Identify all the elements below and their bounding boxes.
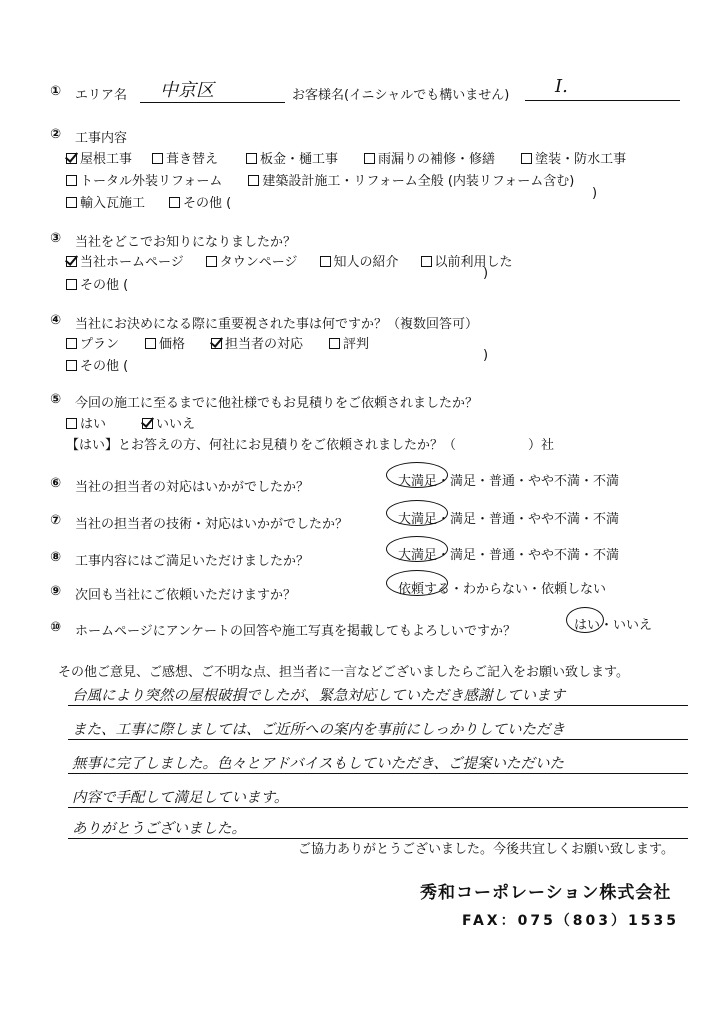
checkbox[interactable] [145, 338, 156, 349]
q2-row-3 [66, 192, 231, 211]
q4-option[interactable]: 評判 [329, 333, 369, 352]
q6-title: 当社の担当者の対応はいかがでしたか？ [75, 480, 310, 495]
q10-title: ホームページにアンケートの回答や施工写真を掲載してもよろしいですか？ [75, 624, 516, 639]
comment-line-2[interactable]: また、工事に際しましては、ご近所への案内を事前にしっかりしていただき [72, 722, 565, 738]
company-name: 秀和コーポレーション株式会社 [420, 883, 672, 903]
q10-choices[interactable]: はい・いいえ [574, 618, 653, 633]
q2-option[interactable]: 葺き替え [152, 148, 218, 167]
q3-title: 当社をどこでお知りになりましたか？ [75, 235, 297, 250]
checkbox-checked[interactable] [66, 256, 77, 267]
checkbox[interactable] [66, 360, 77, 371]
q2-option[interactable]: 板金・樋工事 [246, 148, 338, 167]
q4-number: ④ [50, 313, 62, 328]
q3-close-paren: ) [483, 266, 489, 281]
checkbox-checked[interactable] [66, 153, 77, 164]
q3-option[interactable]: 知人の紹介 [320, 251, 399, 270]
comment-rule [68, 807, 688, 808]
checkbox[interactable] [66, 197, 77, 208]
q2-option[interactable]: 建築設計施工・リフォーム全般 (内装リフォーム含む) [248, 170, 574, 189]
q5-followup: 【はい】とお答えの方、何社にお見積りをご依頼されましたか？（ [66, 438, 457, 453]
comment-rule [68, 705, 688, 706]
q3-option[interactable]: 当社ホームページ [66, 251, 184, 270]
selected-circle [386, 500, 448, 526]
q7-title: 当社の担当者の技術・対応はいかがでしたか？ [75, 517, 349, 532]
q4-row-1 [66, 333, 369, 352]
checkbox[interactable] [421, 256, 432, 267]
q5-option[interactable]: はい [66, 413, 106, 432]
q2-row-1 [66, 148, 626, 167]
comment-line-5[interactable]: ありがとうございました。 [72, 821, 246, 837]
q6-choices[interactable]: 大満足・満足・普通・やや不満・不満 [398, 474, 620, 489]
q9-number: ⑨ [50, 584, 62, 599]
comment-rule [68, 739, 688, 740]
q3-number: ③ [50, 231, 62, 246]
comment-line-4[interactable]: 内容で手配して満足しています。 [72, 790, 289, 806]
q2-close-paren: ) [592, 186, 598, 201]
q4-close-paren: ) [483, 348, 489, 363]
area-label: エリア名 [75, 88, 128, 103]
comment-line-3[interactable]: 無事に完了しました。色々とアドバイスもしていただき、ご提案いただいた [72, 756, 564, 772]
checkbox[interactable] [246, 153, 257, 164]
q8-title: 工事内容にはご満足いただけましたか？ [75, 554, 310, 569]
q3-option[interactable]: タウンページ [206, 251, 298, 270]
q2-option[interactable]: 屋根工事 [66, 148, 132, 167]
checkbox[interactable] [364, 153, 375, 164]
comment-rule [68, 773, 688, 774]
checkbox-checked[interactable] [142, 418, 153, 429]
selected-circle [386, 536, 448, 562]
checkbox[interactable] [66, 418, 77, 429]
q5-followup-end: ）社 [528, 438, 555, 453]
customer-name-value[interactable]: I. [555, 76, 568, 97]
checkbox[interactable] [169, 197, 180, 208]
q2-title: 工事内容 [75, 131, 128, 146]
checkbox[interactable] [206, 256, 217, 267]
q2-option[interactable]: 雨漏りの補修・修繕 [364, 148, 495, 167]
q5-option[interactable]: いいえ [142, 413, 195, 432]
comment-line-1[interactable]: 台風により突然の屋根破損でしたが、緊急対応していただき感謝しています [72, 688, 565, 704]
fax-number: FAX：075（803）1535 [462, 913, 679, 929]
footer-thanks: ご協力ありがとうございました。今後共宜しくお願い致します。 [298, 842, 674, 857]
checkbox[interactable] [66, 338, 77, 349]
q8-choices[interactable]: 大満足・満足・普通・やや不満・不満 [398, 548, 620, 563]
q9-title: 次回も当社にご依頼いただけますか？ [75, 588, 297, 603]
q2-row-2 [66, 170, 574, 189]
q5-row-1 [66, 413, 195, 432]
q4-option[interactable]: 担当者の対応 [211, 333, 303, 352]
customer-name-label: お客様名(イニシャルでも構いません) [292, 88, 510, 103]
customer-name-underline [525, 100, 680, 101]
q8-number: ⑧ [50, 550, 62, 565]
checkbox[interactable] [66, 279, 77, 290]
q4-option[interactable]: プラン [66, 333, 119, 352]
q2-number: ② [50, 127, 62, 142]
area-underline [140, 102, 285, 103]
checkbox[interactable] [66, 175, 77, 186]
q9-choices[interactable]: 依頼する・わからない・依頼しない [398, 582, 607, 597]
selected-circle [386, 462, 448, 488]
q3-option[interactable]: 以前利用した [421, 251, 513, 270]
checkbox[interactable] [248, 175, 259, 186]
selected-circle [566, 607, 604, 633]
checkbox[interactable] [152, 153, 163, 164]
q4-option[interactable]: 価格 [145, 333, 185, 352]
q2-option[interactable]: 塗装・防水工事 [521, 148, 626, 167]
checkbox-checked[interactable] [211, 338, 222, 349]
q2-option[interactable]: 輸入瓦施工 [66, 192, 145, 211]
q7-number: ⑦ [50, 513, 62, 528]
q3-row-1 [66, 251, 513, 270]
comments-prompt: その他ご意見、ご感想、ご不明な点、担当者に一言などございましたらご記入をお願い致します。 [58, 665, 629, 680]
q2-option[interactable]: その他 ( [169, 192, 231, 211]
q5-title: 今回の施工に至るまでに他社様でもお見積りをご依頼されましたか？ [75, 396, 479, 411]
selected-circle [386, 570, 448, 596]
q4-title: 当社にお決めになる際に重要視された事は何ですか？（複数回答可） [75, 317, 479, 332]
q7-choices[interactable]: 大満足・満足・普通・やや不満・不満 [398, 512, 620, 527]
checkbox[interactable] [329, 338, 340, 349]
area-value[interactable]: 中京区 [160, 80, 214, 101]
checkbox[interactable] [521, 153, 532, 164]
q1-number: ① [50, 84, 62, 99]
q2-option[interactable]: トータル外装リフォーム [66, 170, 222, 189]
q5-number: ⑤ [50, 392, 62, 407]
q3-option[interactable]: その他 ( [66, 274, 128, 293]
q10-number: ⑩ [50, 620, 62, 635]
checkbox[interactable] [320, 256, 331, 267]
q4-option[interactable]: その他 ( [66, 355, 128, 374]
q6-number: ⑥ [50, 476, 62, 491]
